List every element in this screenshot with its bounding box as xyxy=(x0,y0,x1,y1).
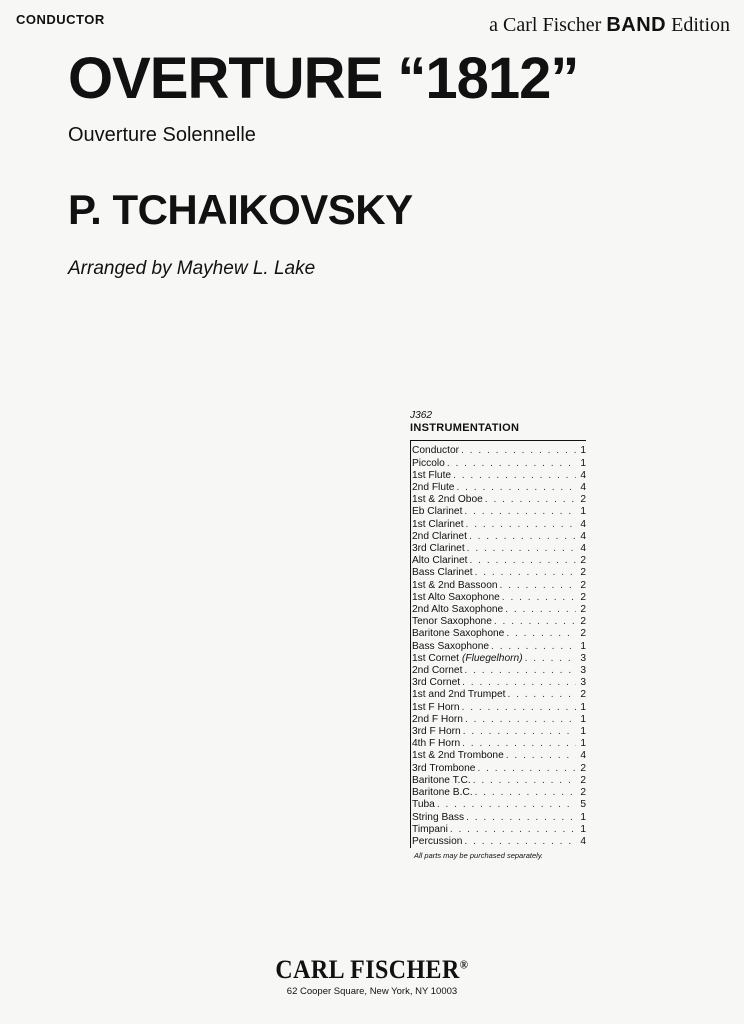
part-quantity: 4 xyxy=(580,750,586,762)
part-quantity: 4 xyxy=(580,469,586,481)
list-item xyxy=(412,677,586,689)
dot-leader xyxy=(475,787,576,799)
edition-post: Edition xyxy=(671,14,730,36)
list-item xyxy=(412,555,586,567)
list-item xyxy=(412,799,586,811)
part-quantity: 4 xyxy=(580,530,586,542)
page-title: OVERTURE “1812” xyxy=(68,46,579,111)
instrument-name: Eb Clarinet xyxy=(412,506,463,518)
part-quantity: 5 xyxy=(580,799,586,811)
part-quantity: 2 xyxy=(580,555,586,567)
purchase-note: All parts may be purchased separately. xyxy=(414,851,544,861)
dot-leader xyxy=(477,763,576,775)
part-quantity: 4 xyxy=(580,543,586,555)
instrumentation-heading: INSTRUMENTATION xyxy=(410,422,520,435)
dot-leader xyxy=(473,775,576,787)
instrument-name: 1st F Horn xyxy=(412,701,460,713)
instrumentation-list xyxy=(410,440,586,848)
instrument-name: Baritone Saxophone xyxy=(412,628,505,640)
edition-band: BAND xyxy=(606,14,667,36)
dot-leader xyxy=(470,555,577,567)
list-item xyxy=(412,812,586,824)
list-item xyxy=(412,531,586,543)
dot-leader xyxy=(466,519,576,531)
instrument-name: 1st Alto Saxophone xyxy=(412,591,500,603)
part-quantity: 1 xyxy=(580,726,586,738)
part-quantity: 2 xyxy=(580,774,586,786)
list-item xyxy=(412,445,586,457)
part-quantity: 1 xyxy=(580,640,586,652)
instrument-name: Piccolo xyxy=(412,457,445,469)
dot-leader xyxy=(447,458,576,470)
part-quantity: 4 xyxy=(580,482,586,494)
list-item xyxy=(412,616,586,628)
part-quantity: 2 xyxy=(580,604,586,616)
list-item xyxy=(412,592,586,604)
instrument-name: 3rd Clarinet xyxy=(412,543,465,555)
part-quantity: 2 xyxy=(580,689,586,701)
part-quantity: 4 xyxy=(580,518,586,530)
instrument-name: Bass Clarinet xyxy=(412,567,473,579)
subtitle: Ouverture Solennelle xyxy=(68,124,256,146)
list-item xyxy=(412,470,586,482)
dot-leader xyxy=(506,628,576,640)
dot-leader xyxy=(453,470,576,482)
dot-leader xyxy=(506,750,576,762)
list-item xyxy=(412,787,586,799)
dot-leader xyxy=(475,567,576,579)
dot-leader xyxy=(456,482,576,494)
instrument-alt-name: (Fluegelhorn) xyxy=(462,652,523,664)
list-item xyxy=(412,750,586,762)
instrument-name: 1st Flute xyxy=(412,469,452,481)
part-label: CONDUCTOR xyxy=(16,12,105,27)
instrumentation-block xyxy=(410,410,586,862)
instrument-name: Bass Saxophone xyxy=(412,640,490,652)
instrument-name: 2nd Flute xyxy=(412,482,455,494)
part-quantity: 1 xyxy=(580,738,586,750)
dot-leader xyxy=(437,799,576,811)
list-item xyxy=(412,567,586,579)
dot-leader xyxy=(466,812,576,824)
registered-mark: ® xyxy=(459,957,469,972)
dot-leader xyxy=(464,506,576,518)
part-quantity: 4 xyxy=(580,835,586,847)
list-item xyxy=(412,628,586,640)
instrument-name: 2nd F Horn xyxy=(412,713,463,725)
list-item xyxy=(412,482,586,494)
dot-leader xyxy=(465,714,576,726)
dot-leader xyxy=(494,616,576,628)
part-quantity: 2 xyxy=(580,628,586,640)
part-quantity: 1 xyxy=(580,457,586,469)
dot-leader xyxy=(505,604,576,616)
list-item xyxy=(412,702,586,714)
dot-leader xyxy=(462,677,576,689)
instrument-name: 4th F Horn xyxy=(412,738,461,750)
part-quantity: 2 xyxy=(580,591,586,603)
catalog-number: J362 xyxy=(410,410,433,421)
instrument-name: 1st Clarinet xyxy=(412,518,464,530)
instrument-name: Baritone T.C. xyxy=(412,774,471,786)
list-item xyxy=(412,763,586,775)
arranger-credit: Arranged by Mayhew L. Lake xyxy=(68,258,316,279)
list-item xyxy=(412,689,586,701)
list-item xyxy=(412,726,586,738)
instrument-name: Conductor xyxy=(412,445,460,457)
list-item xyxy=(412,543,586,555)
dot-leader xyxy=(525,653,576,665)
list-item xyxy=(412,836,586,848)
instrument-name: 1st Cornet xyxy=(412,652,459,664)
list-item xyxy=(412,714,586,726)
list-item xyxy=(412,775,586,787)
instrument-name: 1st & 2nd Trombone xyxy=(412,750,504,762)
part-quantity: 1 xyxy=(580,506,586,518)
instrument-name: String Bass xyxy=(412,811,465,823)
dot-leader xyxy=(462,702,576,714)
list-item xyxy=(412,506,586,518)
part-quantity: 2 xyxy=(580,494,586,506)
instrument-name: 3rd F Horn xyxy=(412,726,461,738)
dot-leader xyxy=(469,531,576,543)
instrument-name: 1st & 2nd Bassoon xyxy=(412,579,498,591)
instrument-name: Percussion xyxy=(412,835,463,847)
list-item xyxy=(412,458,586,470)
dot-leader xyxy=(467,543,576,555)
part-quantity: 1 xyxy=(580,701,586,713)
list-item xyxy=(412,665,586,677)
publisher-block xyxy=(0,955,744,997)
instrument-name: 1st & 2nd Oboe xyxy=(412,494,483,506)
dot-leader xyxy=(500,580,576,592)
instrument-name: Baritone B.C. xyxy=(412,787,473,799)
part-quantity: 2 xyxy=(580,762,586,774)
list-item xyxy=(412,519,586,531)
dot-leader xyxy=(502,592,576,604)
dot-leader xyxy=(464,665,576,677)
dot-leader xyxy=(462,738,576,750)
instrument-name: 2nd Cornet xyxy=(412,665,463,677)
instrument-name: 2nd Clarinet xyxy=(412,530,467,542)
list-item xyxy=(412,738,586,750)
publisher-name xyxy=(275,955,468,985)
dot-leader xyxy=(450,824,576,836)
dot-leader xyxy=(491,641,576,653)
edition-line xyxy=(489,14,730,37)
part-quantity: 1 xyxy=(580,713,586,725)
part-quantity: 2 xyxy=(580,579,586,591)
part-quantity: 3 xyxy=(580,665,586,677)
dot-leader xyxy=(507,689,576,701)
list-item xyxy=(412,580,586,592)
part-quantity: 1 xyxy=(580,823,586,835)
composer-name: P. TCHAIKOVSKY xyxy=(68,186,413,233)
instrument-name: 2nd Alto Saxophone xyxy=(412,604,504,616)
publisher-name-text: CARL FISCHER xyxy=(275,955,460,984)
dot-leader xyxy=(461,445,576,457)
part-quantity: 2 xyxy=(580,567,586,579)
list-item xyxy=(412,494,586,506)
list-item xyxy=(412,653,586,665)
edition-pre: a Carl Fischer xyxy=(489,14,602,36)
instrument-name: Alto Clarinet xyxy=(412,555,468,567)
instrument-name: Timpani xyxy=(412,823,448,835)
part-quantity: 1 xyxy=(580,445,586,457)
instrument-name: Tenor Saxophone xyxy=(412,616,492,628)
dot-leader xyxy=(463,726,576,738)
instrument-name: 1st and 2nd Trumpet xyxy=(412,689,506,701)
instrument-name: Tuba xyxy=(412,799,435,811)
instrument-name: 3rd Cornet xyxy=(412,677,461,689)
list-item xyxy=(412,824,586,836)
part-quantity: 2 xyxy=(580,787,586,799)
dot-leader xyxy=(464,836,576,848)
dot-leader xyxy=(485,494,576,506)
list-item xyxy=(412,641,586,653)
list-item xyxy=(412,604,586,616)
instrument-name: 3rd Trombone xyxy=(412,762,476,774)
publisher-address: 62 Cooper Square, New York, NY 10003 xyxy=(286,986,458,997)
part-quantity: 1 xyxy=(580,811,586,823)
part-quantity: 2 xyxy=(580,616,586,628)
part-quantity: 3 xyxy=(580,652,586,664)
part-quantity: 3 xyxy=(580,677,586,689)
